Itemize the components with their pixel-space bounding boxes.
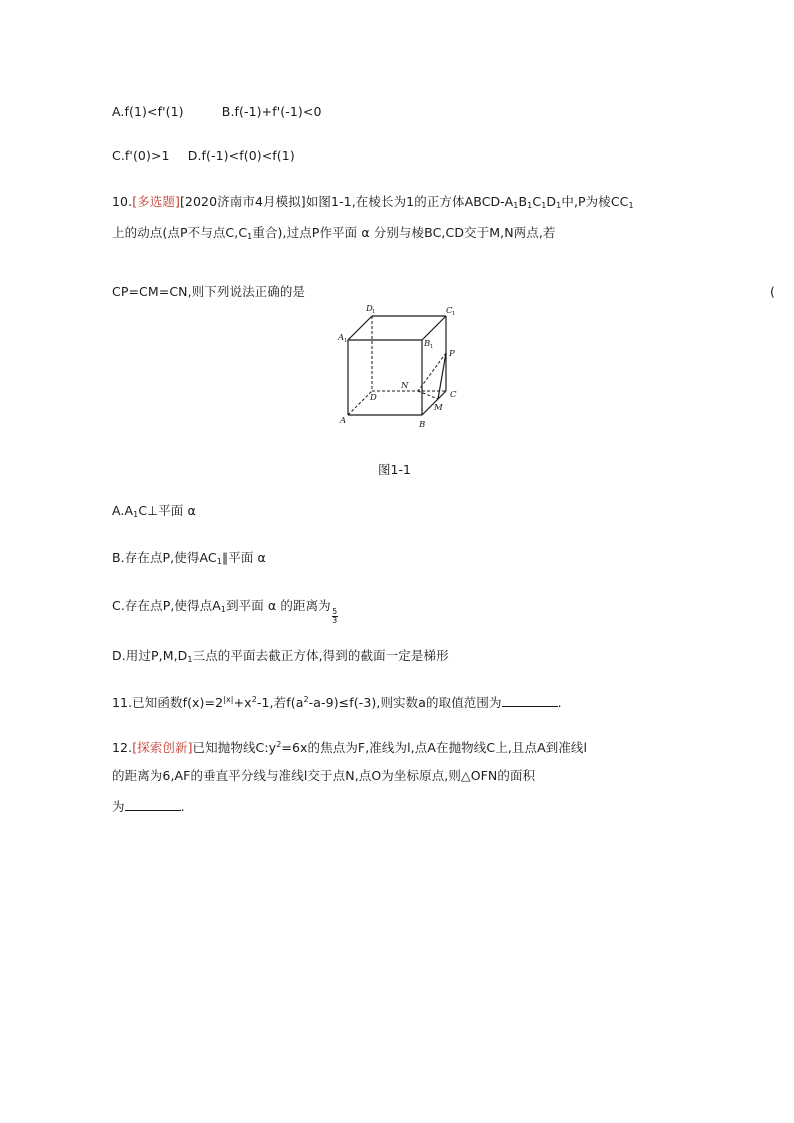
q9-option-c: C.f'(0)>1 [112,148,170,163]
figure-caption: 图1-1 [378,462,411,477]
label-p: P [449,349,455,359]
segment-nm-hidden [418,391,438,399]
q11-stem: 11.已知函数$f(x)=2^{|x|}+x^2-1$,若$f(a^2-a-9)\le f(-3)$,则实数a的取值范围为 . [112,695,562,710]
fraction-five-thirds: $\frac{5}{3}$ [332,607,338,625]
q10-tag: [多选题] [132,194,180,209]
label-a1: A [338,333,345,343]
q10-option-b: B.存在点P,使得$AC_1\parallel$平面 α [112,550,266,566]
edge-ad-hidden [348,391,372,415]
q10-option-d: D.用过$P,M,D_1$三点的平面去截正方体,得到的截面一定是梯形 [112,648,449,664]
q10-option-c: C.存在点P,使得点$A_1$到平面 α 的距离为 $\frac{5}{3}$ [112,598,338,625]
label-a: A [340,416,347,426]
edge-a1d1 [348,316,372,340]
label-d: D [370,393,377,403]
q10-stem-line-2: 上的动点(点P不与点$C,C_1$重合),过点P作平面 α 分别与棱BC,CD交于M,N两点,若 [112,225,556,241]
label-b1: B [424,339,431,349]
label-b: B [419,420,426,430]
svg-text:1: 1 [344,338,348,344]
q10-number: 10. [112,194,133,209]
label-d1: D [366,304,373,314]
q10-stem-line-3: CP=CM=CN,则下列说法正确的是 [112,284,306,299]
svg-text:1: 1 [372,309,376,315]
q9-option-a: A.f(1)<f'(1) [112,104,184,119]
q10-stem-line-1: 10.[多选题][2020济南市4月模拟]如图1-1,在棱长为1的正方体ABCD-$A_1B_1C_1D_1$中,P为棱$CC_1$ [112,194,634,210]
q9-options-row-1 [112,104,322,120]
q12-number: 12. [112,740,133,755]
q9-option-d: D.f(-1)<f(0)<f(1) [187,148,295,163]
cube-figure [336,298,466,433]
label-n: N [401,381,409,391]
q12-stem-line-2: 的距离为6,AF的垂直平分线与准线l交于点N,点O为坐标原点,则△OFN的面积 [112,768,536,783]
q12-stem-line-1: 12.[探索创新]已知抛物线$C:y^2=6x$的焦点为F,准线为l,点A在抛物线C上,且点A到准线l [112,740,588,755]
q9-options-row-2 [112,148,295,164]
edge-b1c1 [422,316,446,340]
answer-paren: ( [770,284,775,299]
q12-answer-blank[interactable] [125,800,181,811]
q10-option-a: $A.A_1C\perp$平面 α [112,503,196,519]
q11-answer-blank[interactable] [502,696,558,707]
svg-text:1: 1 [430,344,434,350]
label-c1: C [446,306,453,316]
q9-option-b: B.f(-1)+f'(-1)<0 [221,104,322,119]
label-m: M [434,403,443,413]
label-c: C [450,390,457,400]
svg-text:1: 1 [452,311,456,317]
q12-stem-line-3: 为 . [112,799,185,814]
q12-tag: [探索创新] [132,740,193,755]
q10-source: [2020济南市4月模拟] [179,194,306,209]
